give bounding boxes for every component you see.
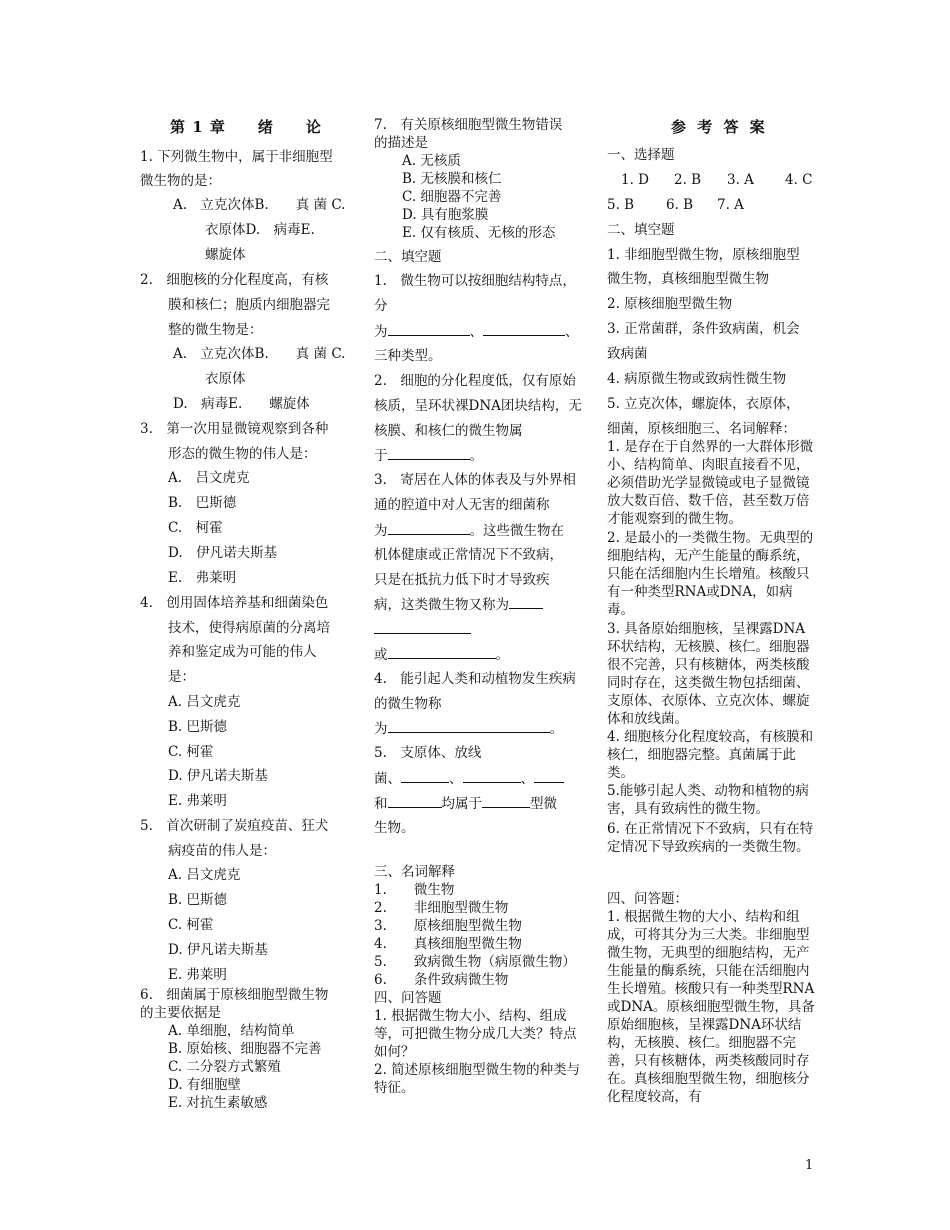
f3-line6 <box>374 595 543 614</box>
f3-end: 。 <box>495 647 509 663</box>
q3-line2: 形态的微生物的伟人是： <box>168 446 317 462</box>
fill-answer: 5. 立克次体，螺旋体，衣原体， <box>607 396 800 412</box>
term-item: 1. 微生物 <box>374 882 455 898</box>
term-answer-3: 3. 具备原始细胞核，呈裸露DNA环状结构，无核膜、核仁。细胞器很不完善，只有核糖体，两类核酸同时存在，这类微生物包括细菌、支原体、衣原体、立克次体、螺旋体和放线菌。 <box>607 621 810 727</box>
f3-text: 。这些微生物在 <box>469 523 564 539</box>
q7-option: C. 细胞器不完善 <box>402 189 502 205</box>
f3-line5: 只是在抵抗力低下时才导致疾 <box>374 572 550 588</box>
f5-line4: 生物。 <box>374 820 415 836</box>
q4-option: A. 吕文虎克 <box>168 694 241 710</box>
q6-line2: 的主要依据是 <box>140 1005 221 1021</box>
f5-text: 和 <box>374 796 388 812</box>
q2-option-1: A. 立克次体B. 真 菌 C. <box>173 346 346 362</box>
term-item: 4. 真核细胞型微生物 <box>374 936 522 952</box>
f5-text: 均属于 <box>441 796 482 812</box>
blank-line <box>374 620 471 634</box>
f2-end: 。 <box>469 448 483 464</box>
f1-sep: 、 <box>469 324 483 340</box>
q2-line3: 整的微生物是： <box>168 322 263 338</box>
q1-line1: 1. 下列微生物中，属于非细胞型 <box>140 149 333 165</box>
q3-option: A. 吕文虎克 <box>168 470 250 486</box>
q3-option: B. 巴斯德 <box>168 495 237 511</box>
f4-end: 。 <box>549 721 563 737</box>
blank-line <box>534 769 564 783</box>
q4-option: D. 伊凡诺夫斯基 <box>168 768 268 784</box>
q5-line2: 病疫苗的伟人是： <box>168 843 276 859</box>
f5-text: 菌、 <box>374 771 401 787</box>
f2-line4 <box>374 446 483 465</box>
fill-answer: 细菌，原核细胞三、名词解释： <box>607 421 796 437</box>
f1-text: 为 <box>374 324 388 340</box>
q4-line4: 是： <box>168 669 195 685</box>
q2-option-2: 衣原体 <box>205 371 246 387</box>
q4-line2: 技术，使得病原菌的分离培 <box>168 620 330 636</box>
f2-line3: 核膜、和核仁的微生物属 <box>374 423 523 439</box>
q7-option: D. 具有胞浆膜 <box>402 207 489 223</box>
f1-line3 <box>374 322 579 341</box>
fill-answer: 2. 原核细胞型微生物 <box>607 296 733 312</box>
answer-item: 3. A <box>727 172 754 188</box>
blank-line <box>482 794 530 808</box>
term-answer-2: 2. 是最小的一类微生物。无典型的细胞结构，无产生能量的酶系统，只能在活细胞内生长增殖。核酸只有一种类型RNA或DNA，如病毒。 <box>607 530 814 618</box>
answers-title: 参 考 答 案 <box>671 118 768 136</box>
q4-line1: 4. 创用固体培养基和细菌染色 <box>140 595 329 611</box>
blank-line <box>463 769 521 783</box>
q3-option: D. 伊凡诺夫斯基 <box>168 545 278 561</box>
term-answer-4: 4. 细胞核分化程度较高，有核膜和核仁，细胞器完整。真菌属于此类。 <box>607 729 814 781</box>
q5-option: B. 巴斯德 <box>168 892 228 908</box>
q1-option-b: 衣原体D. 病毒E. <box>205 222 315 238</box>
q1-line2: 微生物的是： <box>140 173 221 189</box>
blank-line <box>388 719 550 733</box>
term-answer-1: 1. 是存在于自然界的一大群体形微小、结构简单、肉眼直接看不见，必须借助光学显微镜或电子显微镜放大数百倍、数千倍，甚至数万倍才能观察到的微生物。 <box>607 439 814 527</box>
qa-heading: 四、问答题 <box>374 990 442 1006</box>
q2-option-3: D. 病毒E. 螺旋体 <box>173 396 310 412</box>
q3-option: C. 柯霍 <box>168 520 223 536</box>
answer-item: 2. B <box>674 172 702 188</box>
q6-option: E. 对抗生素敏感 <box>168 1095 268 1111</box>
q4-option: B. 巴斯德 <box>168 719 228 735</box>
page-number: 1 <box>805 1158 814 1173</box>
q6-option: B. 原始核、细胞器不完善 <box>168 1041 322 1057</box>
qa-question-2: 2. 简述原核细胞型微生物的种类与特征。 <box>374 1062 581 1096</box>
f5-line2 <box>374 769 564 788</box>
q6-option: C. 二分裂方式繁殖 <box>168 1059 281 1075</box>
fill-answers-heading: 二、填空题 <box>607 222 675 238</box>
blank-line <box>401 769 449 783</box>
q6-option: A. 单细胞，结构简单 <box>168 1023 295 1039</box>
q5-option: D. 伊凡诺夫斯基 <box>168 942 268 958</box>
f5-text: 型微 <box>530 796 557 812</box>
qa-question-1: 1. 根据微生物大小、结构、组成等，可把微生物分成几大类？特点如何？ <box>374 1008 577 1060</box>
f5-line3 <box>374 794 557 813</box>
f3-text: 病，这类微生物又称为 <box>374 597 509 613</box>
q4-line3: 养和鉴定成为可能的伟人 <box>168 644 317 660</box>
blank-line <box>388 794 442 808</box>
chapter-title: 第 1 章 绪 论 <box>170 118 322 136</box>
f5-sep: 、 <box>449 771 463 787</box>
fill-answer: 3. 正常菌群，条件致病菌，机会 <box>607 321 800 337</box>
q7-line1: 7. 有关原核细胞型微生物错误 <box>374 117 563 133</box>
answer-item: 1. D <box>621 172 649 188</box>
q4-option: E. 弗莱明 <box>168 793 227 809</box>
f5-sep: 、 <box>520 771 534 787</box>
q1-option-a: A. 立克次体B. 真 菌 C. <box>173 197 346 213</box>
q7-option: B. 无核膜和核仁 <box>402 171 502 187</box>
answer-item: 4. C <box>785 172 813 188</box>
q7-line2: 的描述是 <box>374 135 428 151</box>
blank-line <box>388 645 496 659</box>
f3-line4: 机体健康或正常情况下不致病， <box>374 547 563 563</box>
f1-line4: 三种类型。 <box>374 348 442 364</box>
f2-text: 于 <box>374 448 388 464</box>
answer-item: 5. B <box>607 197 635 213</box>
term-item: 2. 非细胞型微生物 <box>374 900 509 916</box>
q5-option: E. 弗莱明 <box>168 967 227 983</box>
q2-line2: 膜和核仁；胞质内细胞器完 <box>168 297 330 313</box>
blank-line <box>388 521 470 535</box>
term-heading: 三、名词解释 <box>374 864 455 880</box>
f3-line1: 3. 寄居在人体的体表及与外界相 <box>374 472 576 488</box>
fill-answer: 致病菌 <box>607 346 648 362</box>
f3-text: 或 <box>374 647 388 663</box>
fill-answer: 4. 病原微生物或致病性微生物 <box>607 371 787 387</box>
fill-heading: 二、填空题 <box>374 249 442 265</box>
q3-option: E. 弗莱明 <box>168 570 237 586</box>
f4-line3 <box>374 719 563 738</box>
f3-line7 <box>374 620 471 639</box>
q4-option: C. 柯霍 <box>168 744 214 760</box>
q7-option: E. 仅有核质、无核的形态 <box>402 225 556 241</box>
q3-line1: 3. 第一次用显微镜观察到各种 <box>140 421 329 437</box>
term-answer-5: 5.能够引起人类、动物和植物的病害，具有致病性的微生物。 <box>607 783 809 817</box>
q5-option: C. 柯霍 <box>168 917 214 933</box>
blank-line <box>483 322 565 336</box>
f3-line3 <box>374 521 564 540</box>
q6-line1: 6. 细菌属于原核细胞型微生物 <box>140 987 329 1003</box>
blank-line <box>388 322 470 336</box>
qa-answers-heading: 四、问答题： <box>607 891 688 907</box>
f2-line2: 核质，呈环状裸DNA团块结构，无 <box>374 398 582 414</box>
f4-line1: 4. 能引起人类和动植物发生疾病 <box>374 671 576 687</box>
term-item: 5. 致病微生物（病原微生物） <box>374 954 576 970</box>
blank-line <box>388 446 470 460</box>
f3-line2: 通的腔道中对人无害的细菌称 <box>374 497 550 513</box>
blank-line <box>509 595 543 609</box>
f5-line1: 5. 支原体、放线 <box>374 745 482 761</box>
q7-option: A. 无核质 <box>402 153 461 169</box>
choice-heading: 一、选择题 <box>607 147 675 163</box>
q2-line1: 2. 细胞核的分化程度高，有核 <box>140 272 329 288</box>
f3-text: 为 <box>374 523 388 539</box>
f1-sep: 、 <box>565 324 579 340</box>
qa-answer-1: 1. 根据微生物的大小、结构和组成，可将其分为三大类。非细胞型微生物，无典型的细胞结构，无产生能量的酶系统，只能在活细胞内生长增殖。核酸只有一种类型RNA或DNA。原核细胞型微生物，具备原始细胞核，呈裸露DNA环状结构，无核膜、核仁。细胞器不完善，只有核糖体，两类核酸同时存在。真核细胞型微生物，细胞核分化程度较高，有 <box>607 909 815 1105</box>
term-answer-6: 6. 在正常情况下不致病，只有在特定情况下导致疾病的一类微生物。 <box>607 821 814 855</box>
q5-option: A. 吕文虎克 <box>168 867 241 883</box>
q6-option: D. 有细胞壁 <box>168 1077 241 1093</box>
answer-item: 7. A <box>717 197 744 213</box>
f3-line8 <box>374 645 509 664</box>
answer-item: 6. B <box>666 197 694 213</box>
term-item: 6. 条件致病微生物 <box>374 972 509 988</box>
f1-line2: 分 <box>374 298 388 314</box>
f1-line1: 1. 微生物可以按细胞结构特点， <box>374 273 576 289</box>
term-item: 3. 原核细胞型微生物 <box>374 918 522 934</box>
fill-answer: 微生物，真核细胞型微生物 <box>607 271 769 287</box>
f2-line1: 2. 细胞的分化程度低，仅有原始 <box>374 373 576 389</box>
f4-line2: 的微生物称 <box>374 696 442 712</box>
q5-line1: 5. 首次研制了炭疽疫苗、狂犬 <box>140 818 329 834</box>
fill-answer: 1. 非细胞型微生物，原核细胞型 <box>607 247 800 263</box>
q1-option-c: 螺旋体 <box>205 247 246 263</box>
f4-text: 为 <box>374 721 388 737</box>
